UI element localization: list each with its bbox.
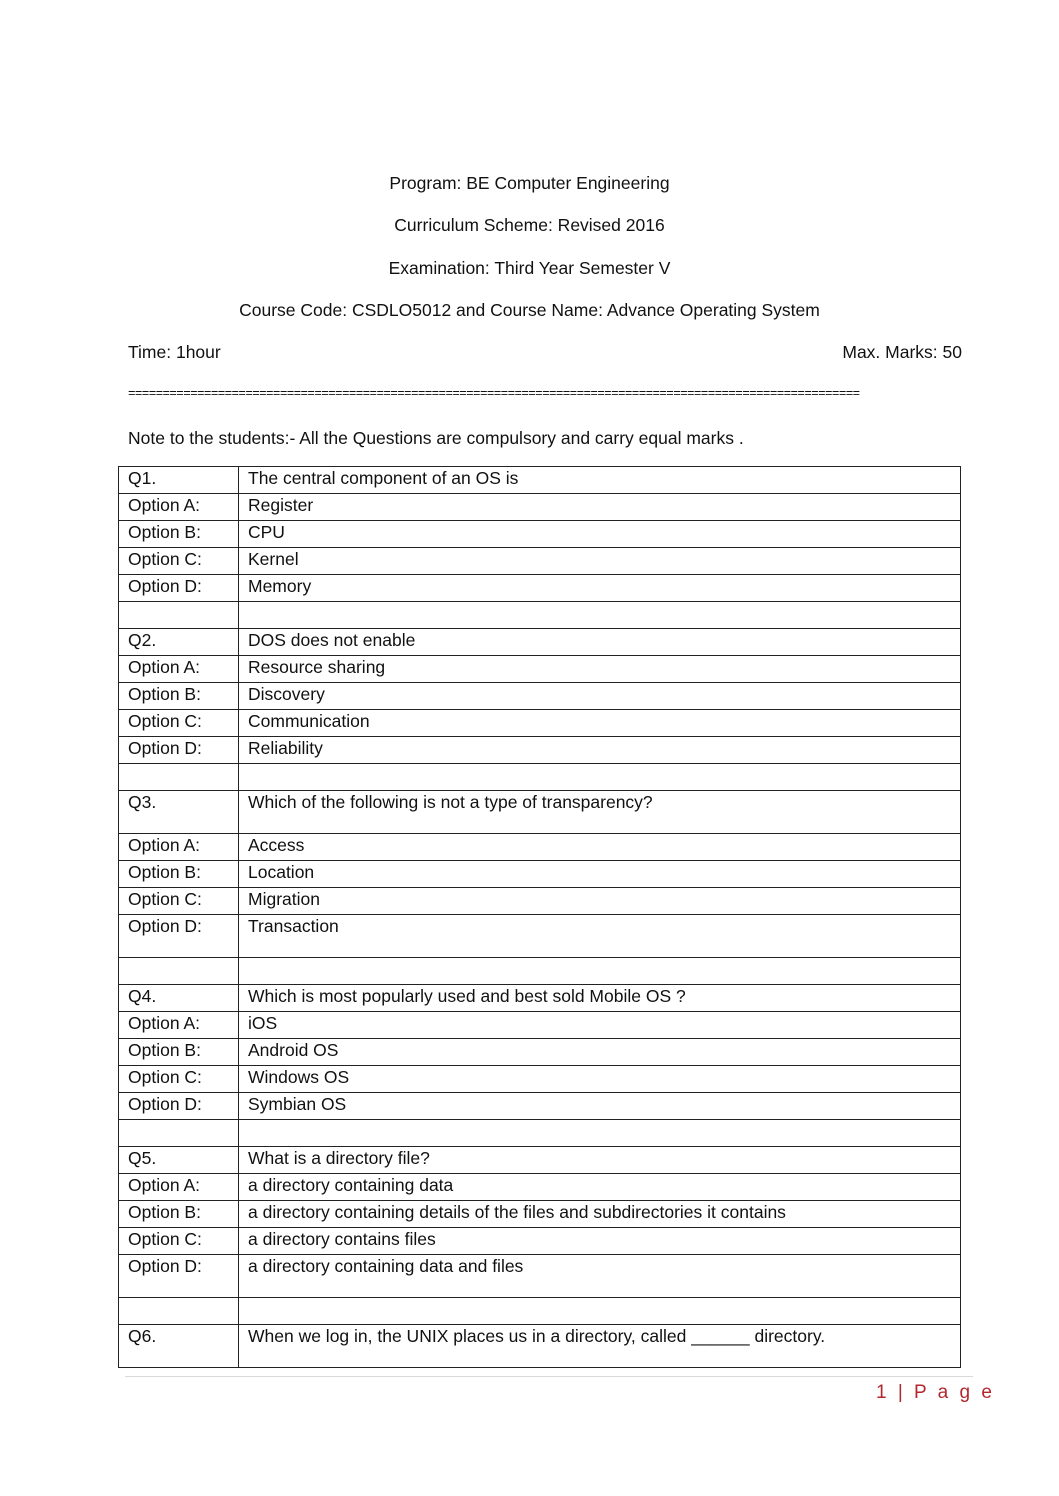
row-label [119, 1298, 239, 1325]
table-row [119, 629, 961, 656]
table-row [119, 1120, 961, 1147]
row-label: Option B: [119, 683, 239, 710]
row-label: Option D: [119, 1255, 239, 1298]
row-label: Q2. [119, 629, 239, 656]
row-label: Option D: [119, 1093, 239, 1120]
row-text: Which of the following is not a type of transparency? [239, 791, 961, 834]
row-text: Migration [239, 888, 961, 915]
row-text: Windows OS [239, 1066, 961, 1093]
row-label: Q1. [119, 467, 239, 494]
row-label [119, 764, 239, 791]
row-label: Option C: [119, 888, 239, 915]
row-label: Option C: [119, 710, 239, 737]
row-text [239, 764, 961, 791]
row-text: a directory containing data [239, 1174, 961, 1201]
question-table [118, 466, 961, 1368]
row-label: Option D: [119, 575, 239, 602]
row-text: iOS [239, 1012, 961, 1039]
table-row [119, 656, 961, 683]
row-text: Kernel [239, 548, 961, 575]
row-text: Which is most popularly used and best sold Mobile OS ? [239, 985, 961, 1012]
table-row [119, 575, 961, 602]
table-row [119, 958, 961, 985]
row-text: a directory containing data and files [239, 1255, 961, 1298]
table-row [119, 467, 961, 494]
row-text: Symbian OS [239, 1093, 961, 1120]
row-label: Option A: [119, 656, 239, 683]
table-row [119, 683, 961, 710]
row-text: Transaction [239, 915, 961, 958]
table-row [119, 1228, 961, 1255]
row-label [119, 602, 239, 629]
row-label: Option B: [119, 521, 239, 548]
table-row [119, 521, 961, 548]
table-row [119, 764, 961, 791]
table-row [119, 888, 961, 915]
table-row [119, 1298, 961, 1325]
row-label: Option A: [119, 1012, 239, 1039]
row-text: Communication [239, 710, 961, 737]
row-label: Option C: [119, 1066, 239, 1093]
row-text: Android OS [239, 1039, 961, 1066]
row-label: Q6. [119, 1325, 239, 1368]
table-row [119, 861, 961, 888]
separator-line: ========================================================================================================== [128, 387, 860, 401]
row-label: Option D: [119, 737, 239, 764]
row-text [239, 958, 961, 985]
row-text: Register [239, 494, 961, 521]
table-row [119, 1039, 961, 1066]
row-label: Option C: [119, 1228, 239, 1255]
table-row [119, 1066, 961, 1093]
note-to-students: Note to the students:- All the Questions are compulsory and carry equal marks . [128, 428, 744, 448]
row-label: Option A: [119, 834, 239, 861]
row-label [119, 958, 239, 985]
row-label: Option C: [119, 548, 239, 575]
row-text: Memory [239, 575, 961, 602]
row-label [119, 1120, 239, 1147]
row-label: Option B: [119, 861, 239, 888]
table-row [119, 834, 961, 861]
table-row [119, 548, 961, 575]
footer-rule [125, 1376, 973, 1377]
row-text [239, 1120, 961, 1147]
row-label: Option A: [119, 494, 239, 521]
row-text: CPU [239, 521, 961, 548]
max-marks-label: Max. Marks: 50 [842, 342, 962, 362]
table-row [119, 915, 961, 958]
row-text: Location [239, 861, 961, 888]
table-row [119, 1325, 961, 1368]
row-label: Option B: [119, 1039, 239, 1066]
row-label: Option B: [119, 1201, 239, 1228]
examination-line: Examination: Third Year Semester V [388, 258, 671, 278]
row-text: The central component of an OS is [239, 467, 961, 494]
row-text: When we log in, the UNIX places us in a directory, called ______ directory. [239, 1325, 961, 1368]
scheme-line: Curriculum Scheme: Revised 2016 [394, 215, 665, 235]
row-text: Access [239, 834, 961, 861]
table-row [119, 1174, 961, 1201]
row-label: Option D: [119, 915, 239, 958]
table-row [119, 1093, 961, 1120]
table-row [119, 737, 961, 764]
row-text: a directory containing details of the files and subdirectories it contains [239, 1201, 961, 1228]
row-label: Option A: [119, 1174, 239, 1201]
row-text: a directory contains files [239, 1228, 961, 1255]
table-row [119, 985, 961, 1012]
table-row [119, 1147, 961, 1174]
row-text [239, 602, 961, 629]
table-row [119, 1255, 961, 1298]
table-row [119, 1201, 961, 1228]
table-row [119, 710, 961, 737]
row-text: DOS does not enable [239, 629, 961, 656]
row-label: Q3. [119, 791, 239, 834]
row-text: Resource sharing [239, 656, 961, 683]
page-number: 1 | P a g e [876, 1382, 995, 1403]
row-text: Discovery [239, 683, 961, 710]
table-row [119, 1012, 961, 1039]
program-line: Program: BE Computer Engineering [389, 173, 670, 193]
row-text: Reliability [239, 737, 961, 764]
row-label: Q5. [119, 1147, 239, 1174]
table-row [119, 602, 961, 629]
table-row [119, 494, 961, 521]
table-row [119, 791, 961, 834]
row-text: What is a directory file? [239, 1147, 961, 1174]
row-label: Q4. [119, 985, 239, 1012]
course-line: Course Code: CSDLO5012 and Course Name: Advance Operating System [239, 300, 820, 320]
time-label: Time: 1hour [128, 342, 221, 362]
row-text [239, 1298, 961, 1325]
question-table-body [119, 467, 961, 1368]
